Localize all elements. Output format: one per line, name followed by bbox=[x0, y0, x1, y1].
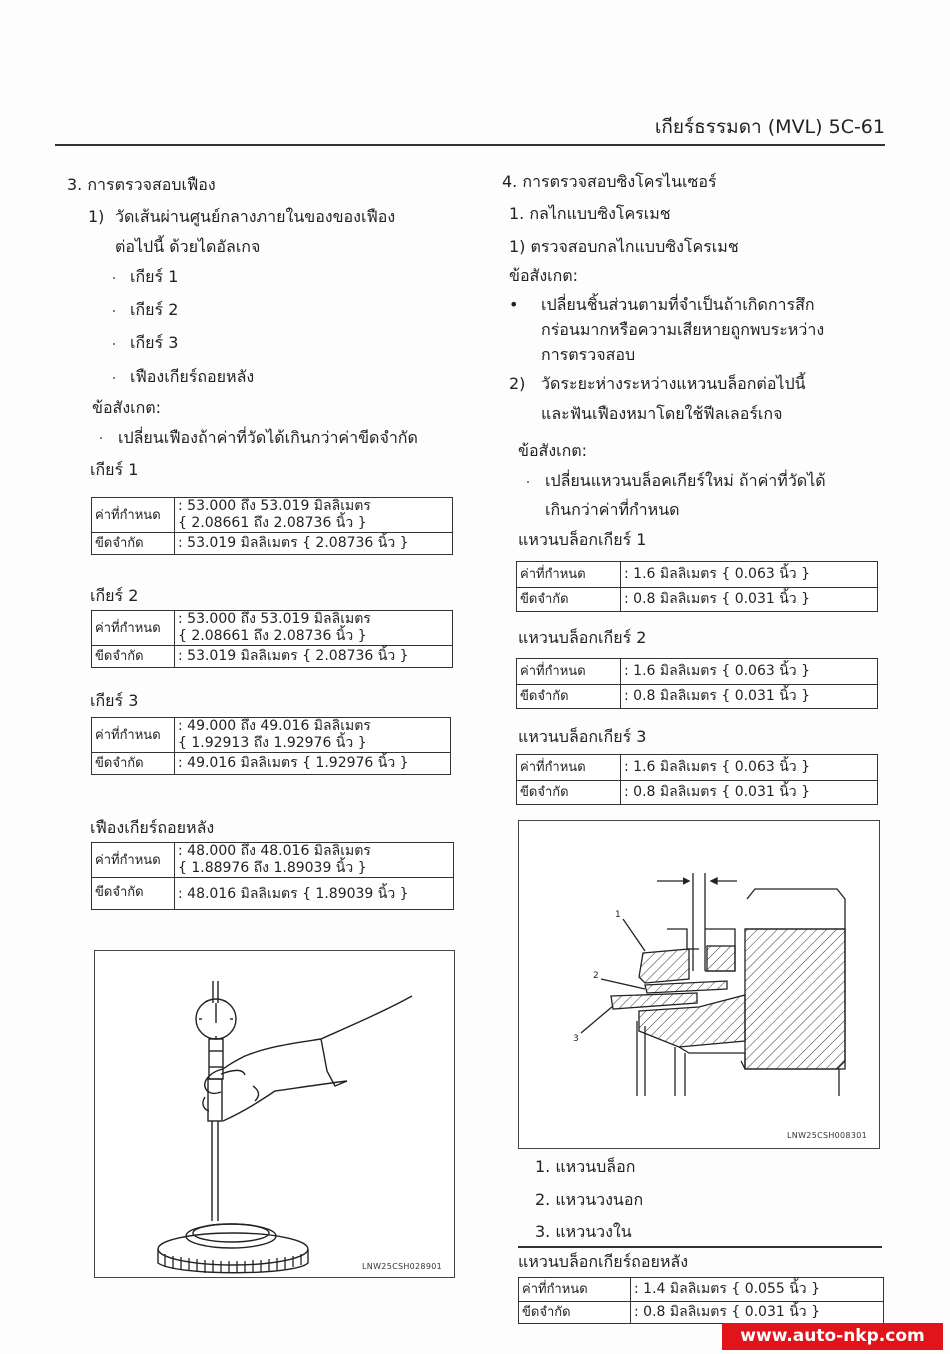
table-row bbox=[92, 718, 451, 753]
table-row bbox=[92, 646, 453, 668]
table-row bbox=[92, 533, 453, 555]
step-2-number: 2) bbox=[509, 374, 526, 393]
spec-table-reverse-block-ring bbox=[518, 1277, 884, 1324]
note-text: เปลี่ยนเฟืองถ้าค่าที่วัดได้เกินกว่าค่าขีดจำกัด bbox=[118, 428, 418, 447]
limit-value: : 48.016 มิลลิเมตร { 1.89039 นิ้ว } bbox=[175, 878, 454, 910]
table-row bbox=[517, 685, 878, 709]
note-2-line-1: เปลี่ยนแหวนบล็อคเกียร์ใหม่ ถ้าค่าที่วัดได้ bbox=[545, 471, 826, 490]
spec-label: ค่าที่กำหนด bbox=[519, 1278, 631, 1302]
section-3-title: 3. การตรวจสอบเฟือง bbox=[67, 175, 216, 194]
spec-label: ค่าที่กำหนด bbox=[92, 611, 175, 646]
synchronizer-section-illustration bbox=[519, 821, 878, 1147]
spec-label: ค่าที่กำหนด bbox=[92, 498, 175, 533]
spec-label: ค่าที่กำหนด bbox=[92, 718, 175, 753]
limit-value: : 53.019 มิลลิเมตร { 2.08736 นิ้ว } bbox=[175, 646, 453, 668]
table-row bbox=[517, 781, 878, 805]
step-1-line-2: ต่อไปนี้ ด้วยไดอัลเกจ bbox=[115, 237, 261, 256]
note-1-line-3: การตรวจสอบ bbox=[541, 345, 636, 364]
limit-label: ขีดจำกัด bbox=[517, 781, 621, 805]
spec-value-line-1: : 53.000 ถึง 53.019 มิลลิเมตร bbox=[178, 611, 371, 627]
bullet-dot bbox=[100, 437, 102, 439]
table-title-gear-2: เกียร์ 2 bbox=[90, 586, 139, 605]
bullet-dot bbox=[113, 343, 115, 345]
note-1-line-1: เปลี่ยนชิ้นส่วนตามที่จำเป็นถ้าเกิดการสึก bbox=[541, 295, 815, 314]
table-title-block-ring-2: แหวนบล็อกเกียร์ 2 bbox=[518, 628, 647, 647]
spec-value bbox=[175, 498, 453, 533]
limit-label: ขีดจำกัด bbox=[517, 685, 621, 709]
bullet-gear-2: เกียร์ 2 bbox=[130, 300, 179, 319]
callout-2: 2 bbox=[593, 971, 599, 981]
table-row bbox=[92, 843, 454, 878]
legend-item-2: 2. แหวนวงนอก bbox=[535, 1190, 644, 1209]
callout-1: 1 bbox=[615, 910, 621, 920]
limit-label: ขีดจำกัด bbox=[92, 646, 175, 668]
figure-dial-gauge bbox=[94, 950, 455, 1278]
spec-table-block-ring-2 bbox=[516, 658, 878, 709]
note-2-label: ข้อสังเกต: bbox=[518, 441, 588, 460]
table-title-reverse-gear: เฟืองเกียร์ถอยหลัง bbox=[90, 818, 215, 837]
spec-table-block-ring-3 bbox=[516, 754, 878, 805]
dial-gauge-illustration bbox=[95, 951, 453, 1276]
limit-value: : 0.8 มิลลิเมตร { 0.031 นิ้ว } bbox=[621, 685, 878, 709]
note-1-label: ข้อสังเกต: bbox=[509, 266, 579, 285]
spec-value-line-2: { 2.08661 ถึง 2.08736 นิ้ว } bbox=[178, 515, 367, 531]
limit-label: ขีดจำกัด bbox=[92, 533, 175, 555]
spec-table-gear-1 bbox=[91, 497, 453, 555]
table-row bbox=[517, 588, 878, 612]
legend-item-3: 3. แหวนวงใน bbox=[535, 1222, 632, 1241]
spec-label: ค่าที่กำหนด bbox=[517, 659, 621, 685]
spec-value-line-2: { 1.92913 ถึง 1.92976 นิ้ว } bbox=[178, 735, 367, 751]
limit-label: ขีดจำกัด bbox=[92, 878, 175, 910]
spec-table-block-ring-1 bbox=[516, 561, 878, 612]
page-header-title: เกียร์ธรรมดา (MVL) 5C-61 bbox=[654, 116, 885, 138]
spec-table-gear-3 bbox=[91, 717, 451, 775]
section-4-title: 4. การตรวจสอบซิงโครไนเซอร์ bbox=[502, 172, 717, 191]
limit-value: : 0.8 มิลลิเมตร { 0.031 นิ้ว } bbox=[621, 588, 878, 612]
spec-value: : 1.6 มิลลิเมตร { 0.063 นิ้ว } bbox=[621, 755, 878, 781]
figure-code: LNW25CSH028901 bbox=[362, 1262, 442, 1271]
section-divider bbox=[518, 1246, 882, 1248]
table-title-block-ring-1: แหวนบล็อกเกียร์ 1 bbox=[518, 530, 647, 549]
limit-value: : 0.8 มิลลิเมตร { 0.031 นิ้ว } bbox=[631, 1302, 884, 1324]
callout-3: 3 bbox=[573, 1034, 579, 1044]
spec-value: : 1.6 มิลลิเมตร { 0.063 นิ้ว } bbox=[621, 562, 878, 588]
step-2-line-2: และฟันเฟืองหมาโดยใช้ฟีลเลอร์เกจ bbox=[541, 404, 783, 423]
spec-label: ค่าที่กำหนด bbox=[517, 562, 621, 588]
limit-value: : 0.8 มิลลิเมตร { 0.031 นิ้ว } bbox=[621, 781, 878, 805]
header-divider bbox=[55, 144, 885, 146]
limit-label: ขีดจำกัด bbox=[517, 588, 621, 612]
step-1-number: 1) bbox=[88, 207, 105, 226]
spec-value: : 1.4 มิลลิเมตร { 0.055 นิ้ว } bbox=[631, 1278, 884, 1302]
website-banner[interactable]: www.auto-nkp.com bbox=[722, 1323, 943, 1350]
table-row bbox=[92, 498, 453, 533]
spec-value: : 1.6 มิลลิเมตร { 0.063 นิ้ว } bbox=[621, 659, 878, 685]
step-1-title: 1) ตรวจสอบกลไกแบบซิงโครเมช bbox=[509, 237, 739, 256]
table-row bbox=[92, 878, 454, 910]
limit-value: : 49.016 มิลลิเมตร { 1.92976 นิ้ว } bbox=[175, 753, 451, 775]
limit-value: : 53.019 มิลลิเมตร { 2.08736 นิ้ว } bbox=[175, 533, 453, 555]
table-title-block-ring-3: แหวนบล็อกเกียร์ 3 bbox=[518, 727, 647, 746]
spec-value bbox=[175, 718, 451, 753]
spec-value-line-1: : 48.000 ถึง 48.016 มิลลิเมตร bbox=[178, 843, 371, 859]
spec-label: ค่าที่กำหนด bbox=[517, 755, 621, 781]
table-title-reverse-block-ring: แหวนบล็อกเกียร์ถอยหลัง bbox=[518, 1252, 688, 1271]
spec-value-line-2: { 2.08661 ถึง 2.08736 นิ้ว } bbox=[178, 628, 367, 644]
spec-table-reverse-gear bbox=[91, 842, 454, 910]
note-label: ข้อสังเกต: bbox=[92, 398, 162, 417]
step-1-line-1: วัดเส้นผ่านศูนย์กลางภายในของของเฟือง bbox=[115, 207, 396, 226]
sub-1-title: 1. กลไกแบบซิงโครเมช bbox=[509, 204, 671, 223]
note-1-bullet: • bbox=[509, 295, 519, 314]
step-2-line-1: วัดระยะห่างระหว่างแหวนบล็อกต่อไปนี้ bbox=[541, 374, 806, 393]
note-2-line-2: เกินกว่าค่าที่กำหนด bbox=[545, 500, 680, 519]
legend-item-1: 1. แหวนบล็อก bbox=[535, 1157, 636, 1176]
limit-label: ขีดจำกัด bbox=[519, 1302, 631, 1324]
table-title-gear-1: เกียร์ 1 bbox=[90, 460, 139, 479]
table-title-gear-3: เกียร์ 3 bbox=[90, 691, 139, 710]
bullet-dot bbox=[113, 277, 115, 279]
spec-value bbox=[175, 843, 454, 878]
spec-value-line-1: : 49.000 ถึง 49.016 มิลลิเมตร bbox=[178, 718, 371, 734]
bullet-gear-3: เกียร์ 3 bbox=[130, 333, 179, 352]
table-row bbox=[519, 1302, 884, 1324]
table-row bbox=[517, 562, 878, 588]
bullet-dot bbox=[527, 481, 529, 483]
bullet-dot bbox=[113, 377, 115, 379]
limit-label: ขีดจำกัด bbox=[92, 753, 175, 775]
figure-code: LNW25CSH008301 bbox=[787, 1131, 867, 1140]
table-row bbox=[517, 659, 878, 685]
spec-table-gear-2 bbox=[91, 610, 453, 668]
table-row bbox=[517, 755, 878, 781]
bullet-reverse-gear: เฟืองเกียร์ถอยหลัง bbox=[130, 367, 255, 386]
table-row bbox=[92, 753, 451, 775]
spec-value bbox=[175, 611, 453, 646]
spec-value-line-2: { 1.88976 ถึง 1.89039 นิ้ว } bbox=[178, 860, 367, 876]
bullet-gear-1: เกียร์ 1 bbox=[130, 267, 179, 286]
bullet-dot bbox=[113, 310, 115, 312]
table-row bbox=[519, 1278, 884, 1302]
figure-synchronizer-section bbox=[518, 820, 880, 1149]
note-1-line-2: กร่อนมากหรือความเสียหายถูกพบระหว่าง bbox=[541, 320, 825, 339]
spec-label: ค่าที่กำหนด bbox=[92, 843, 175, 878]
spec-value-line-1: : 53.000 ถึง 53.019 มิลลิเมตร bbox=[178, 498, 371, 514]
table-row bbox=[92, 611, 453, 646]
